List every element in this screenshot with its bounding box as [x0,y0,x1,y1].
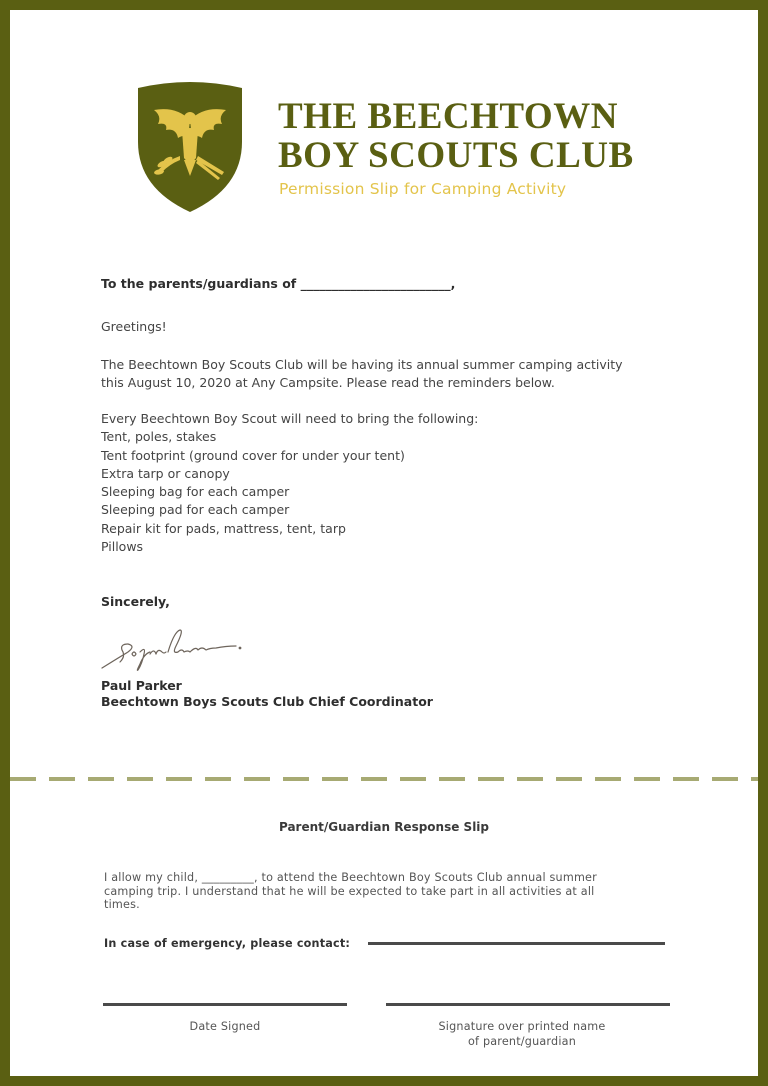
list-item: Pillows [101,539,144,555]
list-item: Tent, poles, stakes [101,429,217,445]
packing-list-intro: Every Beechtown Boy Scout will need to bring the following: [101,411,479,426]
slip-title: Parent/Guardian Response Slip [278,820,490,834]
club-title [278,97,634,175]
tear-off-line [10,777,758,781]
closing: Sincerely, [101,594,170,609]
document-subtitle: Permission Slip for Camping Activity [279,180,567,198]
paragraph-line: this August 10, 2020 at Any Campsite. Please read the reminders below. [101,375,555,390]
list-item: Sleeping pad for each camper [101,502,290,518]
salutation: To the parents/guardians of ________________________, [101,276,456,291]
parent-signature-field[interactable] [386,1003,670,1006]
club-title-line1: THE BEECHTOWN [278,96,618,137]
signer-block [101,678,433,710]
slip-consent-text [104,871,664,912]
emergency-contact-field[interactable] [368,942,665,945]
list-item: Sleeping bag for each camper [101,484,290,500]
signer-name: Paul Parker [101,678,182,693]
slip-line: camping trip. I understand that he will be expected to take part in all activities at all [104,884,595,898]
date-signed-field[interactable] [103,1003,347,1006]
announcement-paragraph [101,356,701,392]
packing-list [101,410,701,556]
handwritten-signature [98,624,244,672]
signer-title: Beechtown Boys Scouts Club Chief Coordinator [101,694,433,709]
date-signed-caption: Date Signed [189,1020,261,1033]
list-item: Repair kit for pads, mattress, tent, tarp [101,520,346,536]
signature-caption [386,1019,658,1049]
signature-caption-line: of parent/guardian [468,1035,576,1048]
signature-caption-line: Signature over printed name [438,1020,606,1033]
paragraph-line: The Beechtown Boy Scouts Club will be having its annual summer camping activity [101,357,623,372]
greeting: Greetings! [101,319,167,334]
eagle-shield-icon [132,80,248,214]
emergency-contact-label: In case of emergency, please contact: [104,937,351,950]
list-item: Extra tarp or canopy [101,465,230,481]
slip-line: I allow my child, _________, to attend the Beechtown Boy Scouts Club annual summer [104,871,597,884]
list-item: Tent footprint (ground cover for under your tent) [101,447,405,463]
slip-line: times. [104,898,140,911]
club-title-line2: BOY SCOUTS CLUB [278,135,634,176]
